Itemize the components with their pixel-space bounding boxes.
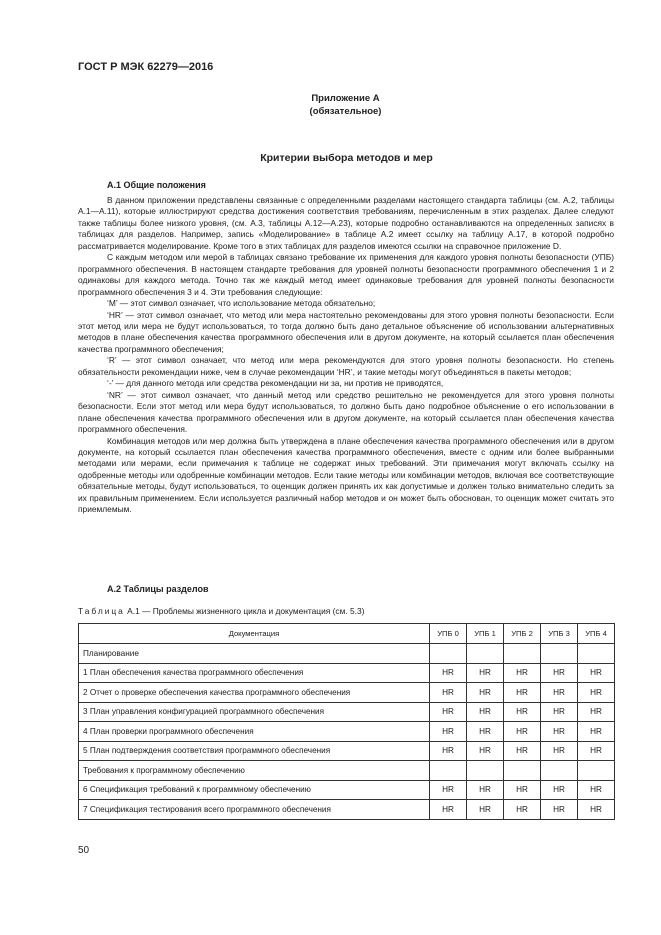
- cell-value: HR: [541, 780, 578, 800]
- cell-value: [430, 644, 467, 664]
- column-header-sil1: УПБ 1: [467, 624, 504, 644]
- annex-title: Приложение А: [311, 93, 380, 104]
- cell-value: HR: [578, 741, 615, 761]
- cell-value: [504, 644, 541, 664]
- paragraph: ‘R’ — этот символ означает, что метод или мера рекомендуются для этого уровня полноты безопасности. Но степень обязательности рекомендации ниже, чем в случае рекомендации ‘HR’, и такие методы могут объединяться в пакеты методов;: [78, 355, 614, 377]
- cell-value: HR: [541, 800, 578, 820]
- table-row: [79, 780, 615, 800]
- cell-value: HR: [467, 780, 504, 800]
- table-row: [79, 663, 615, 683]
- cell-value: HR: [467, 702, 504, 722]
- annex-subtitle: (обязательное): [309, 106, 382, 117]
- cell-value: HR: [541, 741, 578, 761]
- cell-value: HR: [504, 702, 541, 722]
- table-row: [79, 722, 615, 742]
- table-row: [79, 741, 615, 761]
- column-header-sil4: УПБ 4: [578, 624, 615, 644]
- table-row: [79, 702, 615, 722]
- paragraph: ‘NR’ — этот символ означает, что данный метод или средство решительно не рекомендуется для этого уровня полноты безопасности. Если этот метод или мера будут использоваться, то должно быть дано подробное объяснение о его использовании в плане обеспечения качества программного обеспечения или в другом документе, на который ссылается план обеспечения качества программного обеспечения.: [78, 389, 614, 435]
- section-a2-title: А.2 Таблицы разделов: [107, 584, 209, 594]
- cell-value: HR: [504, 683, 541, 703]
- column-header-sil3: УПБ 3: [541, 624, 578, 644]
- cell-value: HR: [430, 741, 467, 761]
- cell-value: HR: [541, 702, 578, 722]
- cell-value: HR: [504, 663, 541, 683]
- cell-value: HR: [504, 800, 541, 820]
- cell-value: HR: [430, 722, 467, 742]
- column-header-documentation: Документация: [79, 624, 430, 644]
- table-caption-prefix: Таблица: [78, 606, 125, 616]
- cell-value: [467, 644, 504, 664]
- annex-heading: [0, 92, 661, 118]
- cell-value: HR: [578, 780, 615, 800]
- page-number: 50: [78, 845, 90, 856]
- cell-value: HR: [541, 683, 578, 703]
- cell-value: HR: [430, 780, 467, 800]
- section-a1-title: А.1 Общие положения: [107, 180, 206, 190]
- cell-value: HR: [467, 683, 504, 703]
- column-header-sil2: УПБ 2: [504, 624, 541, 644]
- row-label: Планирование: [79, 644, 430, 664]
- cell-value: [578, 761, 615, 781]
- cell-value: HR: [467, 741, 504, 761]
- row-label: Требования к программному обеспечению: [79, 761, 430, 781]
- cell-value: HR: [504, 741, 541, 761]
- paragraph: ‘-’ — для данного метода или средства рекомендации ни за, ни против не приводятся,: [107, 378, 444, 389]
- document-header: ГОСТ Р МЭК 62279—2016: [78, 61, 214, 73]
- table-row: [79, 644, 615, 664]
- cell-value: HR: [578, 702, 615, 722]
- cell-value: [541, 761, 578, 781]
- cell-value: [578, 644, 615, 664]
- cell-value: [467, 761, 504, 781]
- row-label: 7 Спецификация тестирования всего программного обеспечения: [79, 800, 430, 820]
- cell-value: HR: [430, 702, 467, 722]
- cell-value: HR: [578, 663, 615, 683]
- criteria-title: Критерии выбора методов и мер: [260, 152, 433, 164]
- row-label: 4 План проверки программного обеспечения: [79, 722, 430, 742]
- row-label: 6 Спецификация требований к программному обеспечению: [79, 780, 430, 800]
- cell-value: HR: [504, 722, 541, 742]
- paragraph: ‘HR’ — этот символ означает, что метод или мера настоятельно рекомендованы для этого уровня полноты безопасности. Если этот метод или мера не будут использоваться, то тогда должно быть дано детальное объяснение об использовании альтернативных методов в плане обеспечения качества программного обеспечения или в другом документе, на который ссылается план обеспечения качества программного обеспечения;: [78, 309, 614, 354]
- cell-value: HR: [578, 683, 615, 703]
- cell-value: HR: [504, 780, 541, 800]
- cell-value: HR: [467, 800, 504, 820]
- cell-value: [504, 761, 541, 781]
- table-row: [79, 800, 615, 820]
- body-text: [78, 195, 614, 516]
- table-row: [79, 761, 615, 781]
- cell-value: HR: [467, 663, 504, 683]
- paragraph: С каждым методом или мерой в таблицах связано требование их применения для каждого уровня полноты безопасности (УПБ) программного обеспечения. В настоящем стандарте требования для уровней полноты безопасности программного обеспечения 1 и 2 одинаковы для каждого метода. Точно так же каждый метод имеет одинаковые требования для уровней полноты безопасности программного обеспечения 3 и 4. Эти требования следующие:: [78, 252, 614, 297]
- table-row: [79, 683, 615, 703]
- table-caption-text: А.1 — Проблемы жизненного цикла и документация (см. 5.3): [124, 606, 365, 616]
- row-label: 5 План подтверждения соответствия программного обеспечения: [79, 741, 430, 761]
- row-label: 2 Отчет о проверке обеспечения качества программного обеспечения: [79, 683, 430, 703]
- column-header-sil0: УПБ 0: [430, 624, 467, 644]
- cell-value: HR: [578, 800, 615, 820]
- cell-value: HR: [467, 722, 504, 742]
- cell-value: [430, 761, 467, 781]
- row-label: 1 План обеспечения качества программного обеспечения: [79, 663, 430, 683]
- paragraph: В данном приложении представлены связанные с определенными разделами настоящего стандарта таблицы (см. А.2, таблицы А.1—А.11), которые иллюстрируют средства достижения соответствия требованиям, перечисленным в этих разделах. Далее следуют также таблицы более низкого уровня, (см. А.3, таблицы А.12—А.23), которые подробно останавливаются на определенных записях в таблицах для разделов. Например, запись «Моделирование» в таблице А.2 имеет ссылку на таблицу А.17, в которой подробно рассматривается моделирование. Кроме того в этих таблицах для разделов имеются ссылки на справочное приложение D.: [78, 195, 614, 251]
- row-label: 3 План управления конфигурацией программного обеспечения: [79, 702, 430, 722]
- lifecycle-table: [78, 623, 615, 820]
- table-caption: [78, 606, 364, 616]
- paragraph: Комбинация методов или мер должна быть утверждена в плане обеспечения качества программного обеспечения или в другом документе, на который ссылается план обеспечения качества программного обеспечения, вместе с одним или более выбранными методами или мерами, если примечания к таблице не содержат иных требований. Эти примечания могут включать ссылку на одобренные методы или одобренные комбинации методов. Если такие методы или комбинации методов, включая все соответствующие обязательные методы, будут использоваться, то оценщик должен принять их как допустимые и должен только внимательно следить за их правильным применением. Если используется различный набор методов и он может быть обоснован, то оценщик может считать это приемлемым.: [78, 435, 614, 515]
- cell-value: HR: [541, 663, 578, 683]
- cell-value: HR: [430, 683, 467, 703]
- cell-value: HR: [430, 663, 467, 683]
- paragraph: ‘M’ — этот символ означает, что использование метода обязательно;: [107, 298, 376, 309]
- table-header-row: [79, 624, 615, 644]
- cell-value: HR: [578, 722, 615, 742]
- cell-value: HR: [541, 722, 578, 742]
- cell-value: [541, 644, 578, 664]
- cell-value: HR: [430, 800, 467, 820]
